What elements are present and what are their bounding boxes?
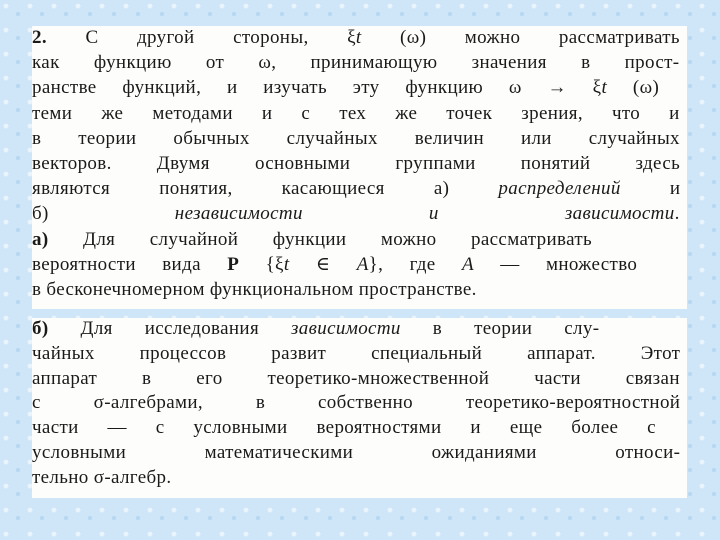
text-line bbox=[32, 229, 592, 251]
text-line bbox=[32, 27, 680, 49]
upper-scan-panel bbox=[32, 26, 687, 309]
text-line bbox=[32, 178, 680, 200]
text-segment: с σ-алгебрами, в собственно теоретико-вероятностной bbox=[32, 392, 681, 414]
text-segment: вероятности вида bbox=[32, 253, 228, 275]
text-segment: в теории слу- bbox=[400, 318, 600, 339]
text-line bbox=[32, 467, 171, 489]
text-segment: A bbox=[356, 253, 369, 275]
text-line bbox=[32, 417, 656, 439]
text-line bbox=[32, 442, 680, 464]
text-segment: Для исследования bbox=[48, 318, 292, 339]
text-segment: — множество bbox=[473, 253, 638, 275]
text-segment: б) bbox=[32, 203, 175, 225]
text-segment: части — с условными вероятностями и еще более с bbox=[32, 417, 656, 439]
text-segment: 2. bbox=[32, 27, 47, 48]
text-line bbox=[32, 52, 679, 74]
lower-scan-panel bbox=[32, 318, 687, 498]
text-segment: и bbox=[620, 178, 681, 200]
text-segment: независимости и зависимости bbox=[174, 203, 675, 225]
text-line bbox=[32, 392, 680, 414]
text-line bbox=[32, 254, 637, 276]
text-line bbox=[32, 203, 680, 225]
text-segment: тельно σ-алгебр. bbox=[32, 466, 172, 488]
text-segment: t bbox=[355, 27, 362, 48]
text-segment: зависимости bbox=[291, 318, 401, 339]
text-segment: б) bbox=[32, 318, 49, 339]
text-segment: являются понятия, касающиеся а) bbox=[32, 178, 499, 200]
text-segment: t bbox=[601, 77, 608, 99]
text-line bbox=[32, 343, 680, 365]
text-segment: (ω) можно рассматривать bbox=[361, 27, 680, 48]
text-segment: аппарат в его теоретико-множественной части связан bbox=[32, 367, 680, 389]
text-segment: чайных процессов развит специальный аппарат. Этот bbox=[32, 342, 681, 364]
text-segment: в бесконечномерном функциональном пространстве. bbox=[32, 279, 477, 300]
text-segment: в теории обычных случайных величин или случайных bbox=[32, 127, 680, 149]
text-segment: P bbox=[227, 253, 240, 275]
text-segment: а) bbox=[32, 228, 49, 250]
text-segment: условными математическими ожиданиями относи- bbox=[32, 442, 681, 463]
text-segment: Для случайной функции можно рассматривать bbox=[48, 228, 593, 250]
text-line bbox=[32, 153, 680, 175]
text-segment: векторов. Двумя основными группами понятий здесь bbox=[32, 153, 681, 174]
text-line bbox=[32, 368, 680, 390]
text-segment: }, где bbox=[368, 253, 462, 275]
text-segment: теми же методами и с тех же точек зрения, что и bbox=[32, 102, 680, 124]
text-line bbox=[32, 128, 680, 150]
text-segment: (ω) bbox=[607, 77, 660, 99]
text-segment: С другой стороны, ξ bbox=[46, 27, 356, 48]
text-segment: распределений bbox=[498, 178, 621, 200]
text-segment: как функцию от ω, принимающую значения в прост- bbox=[32, 52, 680, 74]
text-line bbox=[32, 279, 477, 301]
text-segment: . bbox=[674, 203, 680, 225]
text-line bbox=[32, 103, 680, 125]
text-segment: ранстве функций, и изучать эту функцию ω → ξ bbox=[32, 77, 602, 99]
text-segment: t bbox=[283, 253, 290, 275]
text-segment: {ξ bbox=[239, 253, 284, 275]
text-segment: ∈ bbox=[289, 253, 357, 275]
text-segment: A bbox=[461, 253, 474, 275]
text-line bbox=[32, 77, 659, 99]
text-line bbox=[32, 318, 599, 340]
